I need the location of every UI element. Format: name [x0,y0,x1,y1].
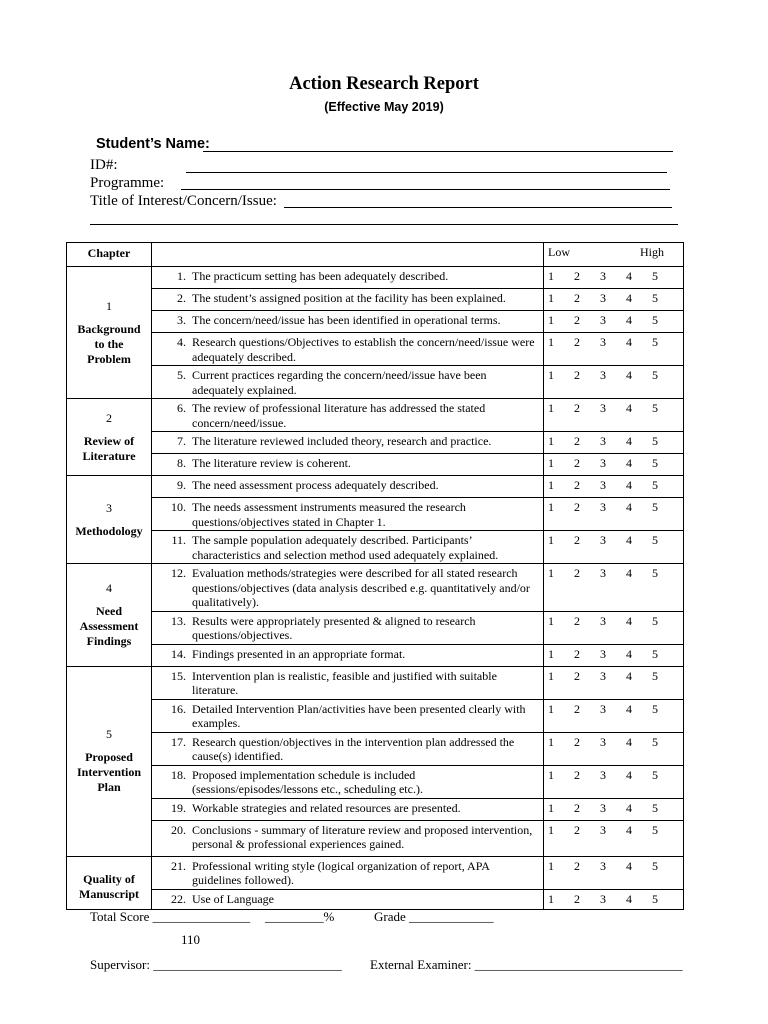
rating-option[interactable]: 2 [574,533,580,547]
chapter-cell [67,856,152,909]
rubric-row [67,666,684,699]
rating-option[interactable]: 2 [574,891,580,906]
rating-option[interactable]: 5 [652,291,658,305]
rating-scale[interactable] [548,456,658,471]
rating-option[interactable]: 2 [574,368,580,382]
rating-option[interactable]: 5 [652,858,658,873]
rating-option[interactable]: 3 [600,335,606,349]
rating-option[interactable]: 2 [574,500,580,514]
rating-option[interactable]: 2 [574,335,580,349]
rating-scale[interactable] [548,892,658,907]
rating-option[interactable]: 5 [652,500,658,514]
rating-option[interactable]: 1 [548,701,554,716]
rating-option[interactable]: 2 [574,701,580,716]
rating-option[interactable]: 3 [600,566,606,580]
item-text: Workable strategies and related resources are presented. [192,800,461,815]
student-name-label: Student’s Name: [96,136,210,152]
rating-option[interactable]: 1 [548,401,554,415]
rubric-row [67,476,684,498]
rubric-row [67,311,684,333]
rating-option[interactable]: 5 [652,533,658,547]
item-text: Results were appropriately presented & aligned to research questions/objectives. [192,613,476,642]
page-subtitle: (Effective May 2019) [324,100,444,114]
chapter-number: 2 [106,410,112,425]
rating-option[interactable]: 1 [548,478,554,492]
rating-scale[interactable] [548,768,658,783]
rating-option[interactable]: 4 [626,434,632,448]
rating-option[interactable]: 2 [574,613,580,628]
item-text: The sample population adequately described. Participants’ characteristics and selection method used adequately explained. [192,533,499,562]
rating-option[interactable]: 4 [626,335,632,349]
rating-option[interactable]: 1 [548,313,554,327]
chapter-cell [67,267,152,399]
item-number: 8. [177,456,186,470]
item-number: 21. [171,858,186,873]
rating-option[interactable]: 2 [574,767,580,782]
rating-option[interactable]: 2 [574,858,580,873]
item-text: The student’s assigned position at the facility has been explained. [192,291,506,305]
rating-option[interactable]: 3 [600,478,606,492]
item-text: The literature review is coherent. [192,456,351,470]
rating-scale[interactable] [548,500,658,515]
rating-option[interactable]: 1 [548,822,554,837]
chapter-cell [67,564,152,667]
chapter-number: 1 [106,298,112,313]
rating-scale[interactable] [548,702,658,717]
programme-field[interactable] [181,189,670,190]
rating-option[interactable]: 5 [652,767,658,782]
chapter-cell [67,476,152,564]
rating-option[interactable]: 4 [626,500,632,514]
rubric-row [67,454,684,476]
chapter-cell [67,666,152,856]
rating-scale[interactable] [548,859,658,874]
rubric-row [67,889,684,909]
rating-option[interactable]: 1 [548,291,554,305]
rating-option[interactable]: 2 [574,566,580,580]
rating-option[interactable]: 4 [626,734,632,749]
id-label: ID#: [90,157,118,173]
rating-option[interactable]: 3 [600,401,606,415]
rating-option[interactable]: 5 [652,434,658,448]
rubric-row [67,399,684,432]
rating-option[interactable]: 5 [652,313,658,327]
rating-scale[interactable] [548,566,658,581]
title-of-interest-label: Title of Interest/Concern/Issue: [90,193,277,209]
rating-scale[interactable] [548,614,658,629]
chapter-header: Chapter [67,243,152,267]
rating-option[interactable]: 5 [652,668,658,683]
item-number: 3. [177,313,186,327]
page-title: Action Research Report [289,74,479,94]
rating-option[interactable]: 4 [626,800,632,815]
rating-scale[interactable] [548,368,658,383]
rating-option[interactable]: 5 [652,613,658,628]
rating-option[interactable]: 3 [600,500,606,514]
rating-option[interactable]: 3 [600,767,606,782]
rating-option[interactable]: 3 [600,891,606,906]
rubric-row [67,498,684,531]
item-text: Evaluation methods/strategies were described for all stated research questions/objectives (data analysis described e.g. quantitatively and/or qualitatively). [192,566,530,609]
rating-option[interactable]: 4 [626,313,632,327]
chapter-cell [67,399,152,476]
student-name-field[interactable] [203,151,673,152]
item-text: The review of professional literature has addressed the stated concern/need/issue. [192,401,486,430]
rubric-row [67,732,684,765]
total-score-label: Total Score _______________ [90,909,251,924]
rating-scale[interactable] [548,669,658,684]
id-field[interactable] [186,172,667,173]
item-text: The practicum setting has been adequately described. [192,269,449,283]
rating-option[interactable]: 5 [652,566,658,580]
item-text: Conclusions - summary of literature review and proposed intervention, personal & professional experiences gained. [192,822,533,851]
rating-option[interactable]: 2 [574,401,580,415]
rating-option[interactable]: 4 [626,767,632,782]
total-score-denominator: 110 [181,932,201,947]
item-text: Findings presented in an appropriate format. [192,646,406,661]
rating-option[interactable]: 2 [574,456,580,470]
item-number: 6. [177,401,186,415]
rubric-row [67,699,684,732]
rating-option[interactable]: 5 [652,401,658,415]
rubric-row [67,611,684,644]
item-number: 11. [171,533,186,547]
rating-option[interactable]: 4 [626,456,632,470]
rating-option[interactable]: 5 [652,456,658,470]
item-number: 16. [171,701,186,716]
item-number: 5. [177,368,186,382]
rubric-row [67,333,684,366]
rating-option[interactable]: 5 [652,701,658,716]
item-text: Use of Language [192,891,274,906]
rating-option[interactable]: 3 [600,368,606,382]
item-number: 10. [171,500,186,514]
item-number: 7. [177,434,186,448]
rating-option[interactable]: 3 [600,291,606,305]
rating-option[interactable]: 2 [574,269,580,283]
rating-option[interactable]: 5 [652,822,658,837]
item-number: 20. [171,822,186,837]
rating-option[interactable]: 2 [574,434,580,448]
rating-option[interactable]: 4 [626,668,632,683]
rating-option[interactable]: 1 [548,434,554,448]
item-text: Intervention plan is realistic, feasible and justified with suitable literature. [192,668,497,697]
item-text: Research questions/Objectives to establish the concern/need/issue were adequately described. [192,335,535,364]
rating-option[interactable]: 4 [626,822,632,837]
rating-option[interactable]: 1 [548,533,554,547]
chapter-name: Need Assessment Findings [79,603,139,648]
rating-option[interactable]: 2 [574,822,580,837]
rating-scale[interactable] [548,647,658,662]
item-number: 2. [177,291,186,305]
rubric-table [66,242,684,910]
item-text: The needs assessment instruments measured the research questions/objectives stated in Chapter 1. [192,500,466,529]
rubric-row [67,432,684,454]
item-text: The literature reviewed included theory, research and practice. [192,434,492,448]
rating-option[interactable]: 4 [626,401,632,415]
rubric-row [67,289,684,311]
rating-option[interactable]: 3 [600,269,606,283]
rubric-row [67,765,684,798]
rating-option[interactable]: 3 [600,800,606,815]
rating-option[interactable]: 1 [548,668,554,683]
rating-option[interactable]: 1 [548,800,554,815]
rating-option[interactable]: 1 [548,646,554,661]
rating-option[interactable]: 4 [626,291,632,305]
chapter-name: Review of Literature [82,433,136,463]
rating-option[interactable]: 1 [548,368,554,382]
item-number: 18. [171,767,186,782]
low-label: Low [548,245,570,259]
rating-option[interactable]: 3 [600,822,606,837]
item-number: 1. [177,269,186,283]
rating-option[interactable]: 1 [548,566,554,580]
chapter-name: Methodology [75,523,143,538]
item-text: Current practices regarding the concern/need/issue have been adequately explained. [192,368,487,397]
rating-option[interactable]: 1 [548,500,554,514]
percent-field[interactable]: _________% [265,909,335,924]
rubric-row [67,644,684,666]
item-number: 13. [171,613,186,628]
rating-option[interactable]: 3 [600,701,606,716]
rating-scale[interactable] [548,401,658,416]
rubric-row [67,531,684,564]
rating-option[interactable]: 2 [574,291,580,305]
rating-option[interactable]: 4 [626,613,632,628]
rubric-row [67,366,684,399]
rating-option[interactable]: 3 [600,456,606,470]
rating-scale[interactable] [548,801,658,816]
rating-option[interactable]: 4 [626,533,632,547]
rating-scale[interactable] [548,823,658,838]
rating-option[interactable]: 5 [652,891,658,906]
rating-option[interactable]: 5 [652,800,658,815]
rating-option[interactable]: 4 [626,646,632,661]
rating-option[interactable]: 4 [626,368,632,382]
item-text: The concern/need/issue has been identified in operational terms. [192,313,501,327]
rating-option[interactable]: 2 [574,668,580,683]
rating-option[interactable]: 4 [626,269,632,283]
rating-option[interactable]: 3 [600,734,606,749]
rating-option[interactable]: 2 [574,478,580,492]
item-number: 9. [177,478,186,492]
rating-option[interactable]: 4 [626,701,632,716]
rating-option[interactable]: 3 [600,533,606,547]
rating-option[interactable]: 1 [548,858,554,873]
rating-option[interactable]: 3 [600,613,606,628]
rating-option[interactable]: 5 [652,368,658,382]
chapter-number: 5 [106,727,112,741]
rubric-row [67,856,684,889]
rating-option[interactable]: 3 [600,668,606,683]
item-number: 4. [177,335,186,349]
item-number: 19. [171,800,186,815]
rating-option[interactable]: 3 [600,313,606,327]
chapter-name: Proposed Intervention Plan [77,750,141,794]
rating-option[interactable]: 3 [600,434,606,448]
rating-scale[interactable] [548,291,658,306]
rating-option[interactable]: 1 [548,613,554,628]
rating-option[interactable]: 4 [626,891,632,906]
rating-option[interactable]: 5 [652,478,658,492]
item-text: The need assessment process adequately described. [192,478,439,492]
chapter-name: Quality of Manuscript [79,871,139,901]
rating-scale[interactable] [548,335,658,350]
item-number: 15. [171,668,186,683]
rating-option[interactable]: 1 [548,767,554,782]
item-number: 12. [171,566,186,580]
programme-label: Programme: [90,175,165,191]
rubric-row [67,267,684,289]
rating-option[interactable]: 5 [652,269,658,283]
rating-option[interactable]: 1 [548,456,554,470]
rating-option[interactable]: 2 [574,646,580,661]
rating-option[interactable]: 5 [652,734,658,749]
item-number: 14. [171,646,186,661]
high-label: High [640,245,664,259]
rating-option[interactable]: 1 [548,335,554,349]
rating-option[interactable]: 4 [626,858,632,873]
chapter-name: Background to the Problem [77,321,141,366]
rating-option[interactable]: 2 [574,800,580,815]
rating-option[interactable]: 3 [600,646,606,661]
item-text: Research question/objectives in the intervention plan addressed the cause(s) identified. [192,734,515,763]
rating-option[interactable]: 1 [548,269,554,283]
chapter-number: 3 [106,500,112,515]
rating-option[interactable]: 4 [626,566,632,580]
grade-label: Grade _____________ [374,909,494,924]
item-text: Professional writing style (logical organization of report, APA guidelines followed). [192,858,490,887]
item-number: 22. [171,891,186,906]
rating-option[interactable]: 5 [652,335,658,349]
rubric-row [67,798,684,820]
rubric-row [67,820,684,856]
rating-option[interactable]: 4 [626,478,632,492]
rating-scale[interactable] [548,313,658,328]
rating-scale[interactable] [548,478,658,493]
rating-option[interactable]: 1 [548,891,554,906]
item-text: Proposed implementation schedule is included (sessions/episodes/lessons etc., scheduling etc.). [192,767,423,796]
rating-option[interactable]: 2 [574,734,580,749]
rating-scale[interactable] [548,269,658,284]
supervisor-label: Supervisor: _____________________________ [90,957,342,972]
item-number: 17. [171,734,186,749]
item-text: Detailed Intervention Plan/activities have been presented clearly with examples. [192,701,526,730]
chapter-number: 4 [106,580,112,595]
external-examiner-label: External Examiner: ________________________________ [370,957,683,972]
title-of-interest-field[interactable] [284,207,672,208]
rubric-row [67,564,684,612]
title-of-interest-field-line2[interactable] [90,224,678,225]
rating-option[interactable]: 2 [574,313,580,327]
rating-scale[interactable] [548,735,658,750]
rating-option[interactable]: 1 [548,734,554,749]
rating-option[interactable]: 3 [600,858,606,873]
rating-scale[interactable] [548,533,658,548]
rating-scale[interactable] [548,434,658,449]
rating-option[interactable]: 5 [652,646,658,661]
